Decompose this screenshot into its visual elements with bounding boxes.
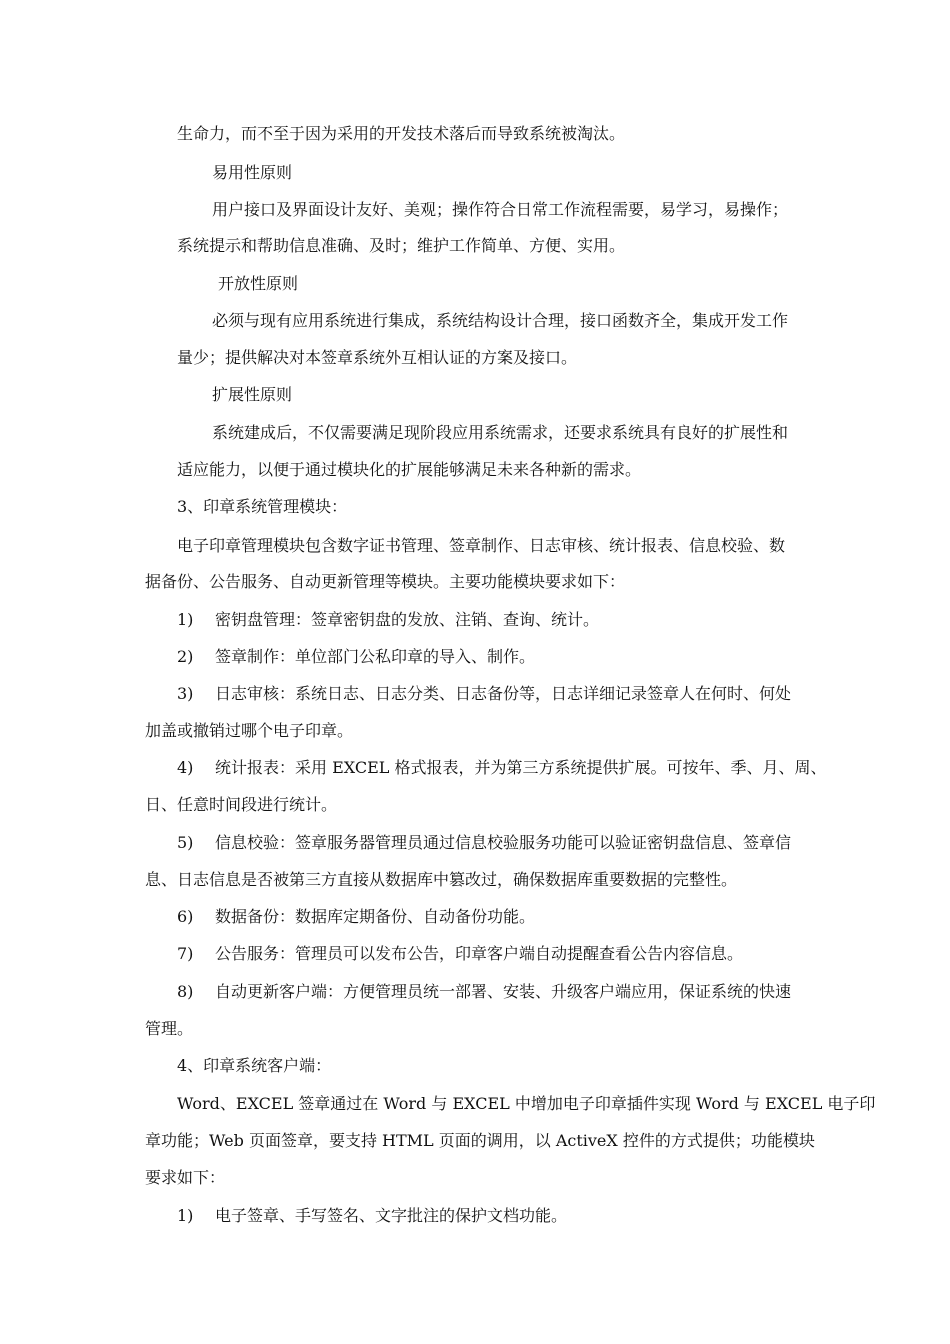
list-number: 4) <box>177 758 194 777</box>
list-number: 2) <box>177 647 194 666</box>
paragraph-line: 必须与现有应用系统进行集成，系统结构设计合理，接口函数齐全，集成开发工作 <box>212 311 789 330</box>
list-number: 5) <box>177 833 194 852</box>
list-item <box>177 1206 567 1226</box>
list-text: 签章制作：单位部门公私印章的导入、制作。 <box>215 647 536 666</box>
paragraph-line: 要求如下： <box>145 1168 226 1187</box>
list-item <box>177 982 791 1002</box>
list-number: 8) <box>177 982 194 1001</box>
list-text: 日志审核：系统日志、日志分类、日志备份等，日志详细记录签章人在何时、何处 <box>215 684 792 703</box>
list-number: 1) <box>177 1206 194 1225</box>
paragraph-line: Word、EXCEL 签章通过在 Word 与 EXCEL 中增加电子印章插件实现 Word 与 EXCEL 电子印 <box>177 1094 876 1113</box>
list-text: 统计报表：采用 EXCEL 格式报表，并为第三方系统提供扩展。可按年、季、月、周、 <box>215 758 827 777</box>
list-text: 电子签章、手写签名、文字批注的保护文档功能。 <box>215 1206 568 1225</box>
paragraph-line: 加盖或撤销过哪个电子印章。 <box>145 721 354 740</box>
paragraph-line: 系统提示和帮助信息准确、及时；维护工作简单、方便、实用。 <box>177 236 626 255</box>
list-item <box>177 647 535 667</box>
paragraph-line: 章功能；Web 页面签章，要支持 HTML 页面的调用，以 ActiveX 控件的方式提供；功能模块 <box>145 1131 815 1150</box>
list-item <box>177 907 535 927</box>
section-heading: 3、印章系统管理模块： <box>177 497 348 516</box>
section-heading: 扩展性原则 <box>212 385 293 404</box>
section-heading: 易用性原则 <box>212 163 293 182</box>
section-heading: 4、印章系统客户端： <box>177 1056 332 1075</box>
paragraph-line: 息、日志信息是否被第三方直接从数据库中篡改过，确保数据库重要数据的完整性。 <box>145 870 738 889</box>
list-item <box>177 684 791 704</box>
list-text: 自动更新客户端：方便管理员统一部署、安装、升级客户端应用，保证系统的快速 <box>215 982 792 1001</box>
list-item <box>177 944 743 964</box>
paragraph-line: 量少；提供解决对本签章系统外互相认证的方案及接口。 <box>177 348 578 367</box>
list-number: 1) <box>177 610 194 629</box>
paragraph-line: 适应能力，以便于通过模块化的扩展能够满足未来各种新的需求。 <box>177 460 642 479</box>
paragraph-line: 据备份、公告服务、自动更新管理等模块。主要功能模块要求如下： <box>145 572 626 591</box>
paragraph-line: 日、任意时间段进行统计。 <box>145 795 338 814</box>
section-heading: 开放性原则 <box>218 274 299 293</box>
list-number: 7) <box>177 944 194 963</box>
list-text: 信息校验：签章服务器管理员通过信息校验服务功能可以验证密钥盘信息、签章信 <box>215 833 792 852</box>
paragraph-line: 管理。 <box>145 1019 194 1038</box>
list-number: 3) <box>177 684 194 703</box>
list-item <box>177 758 827 778</box>
paragraph-line: 电子印章管理模块包含数字证书管理、签章制作、日志审核、统计报表、信息校验、数 <box>177 536 786 555</box>
list-text: 密钥盘管理：签章密钥盘的发放、注销、查询、统计。 <box>215 610 600 629</box>
list-item <box>177 833 791 853</box>
list-number: 6) <box>177 907 194 926</box>
list-text: 公告服务：管理员可以发布公告，印章客户端自动提醒查看公告内容信息。 <box>215 944 744 963</box>
paragraph-line: 生命力，而不至于因为采用的开发技术落后而导致系统被淘汰。 <box>177 124 626 143</box>
paragraph-line: 用户接口及界面设计友好、美观；操作符合日常工作流程需要，易学习，易操作； <box>212 200 789 219</box>
paragraph-line: 系统建成后，不仅需要满足现阶段应用系统需求，还要求系统具有良好的扩展性和 <box>212 423 789 442</box>
list-text: 数据备份：数据库定期备份、自动备份功能。 <box>215 907 536 926</box>
list-item <box>177 610 599 630</box>
